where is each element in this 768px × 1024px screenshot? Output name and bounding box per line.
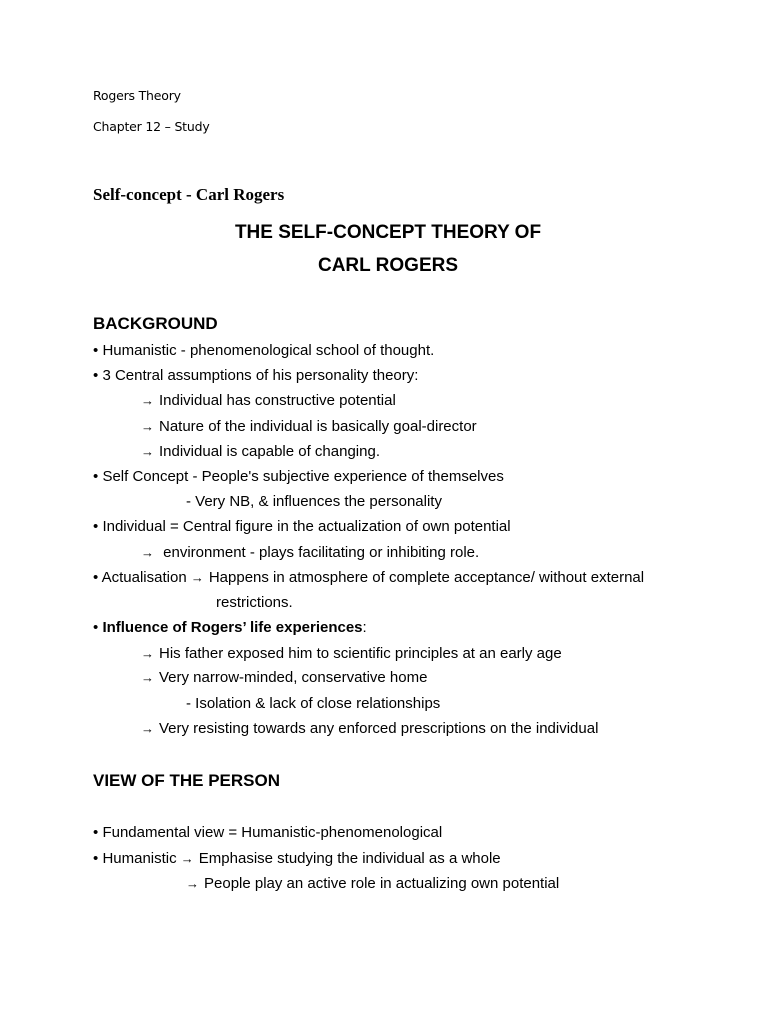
section-heading-view-of-person: VIEW OF THE PERSON — [93, 771, 281, 790]
arrow-icon: → — [141, 393, 154, 408]
bullet-icon: • — [93, 342, 99, 359]
list-item: → Individual has constructive potential — [141, 392, 396, 409]
arrow-icon: → — [141, 646, 154, 661]
bullet-icon: • — [93, 824, 99, 841]
list-item: → environment - plays facilitating or inhibiting role. — [141, 544, 480, 561]
list-item: restrictions. — [216, 594, 293, 611]
doc-title: Rogers Theory — [93, 88, 181, 103]
arrow-icon: → — [141, 444, 154, 459]
list-item: • Individual = Central figure in the actualization of own potential — [93, 518, 511, 535]
list-item: • 3 Central assumptions of his personality theory: — [93, 367, 419, 384]
arrow-icon: → — [180, 851, 194, 866]
arrow-icon: → — [186, 876, 199, 891]
list-item: → His father exposed him to scientific principles at an early age — [141, 645, 562, 662]
list-item: • Influence of Rogers’ life experiences: — [93, 619, 367, 636]
list-item: • Humanistic → Emphasise studying the individual as a whole — [93, 850, 501, 867]
list-item: → Nature of the individual is basically goal-director — [141, 418, 477, 435]
list-item: • Self Concept - People's subjective experience of themselves — [93, 468, 504, 485]
bullet-icon: • — [93, 569, 99, 586]
bullet-icon: • — [93, 468, 99, 485]
list-item: → Very resisting towards any enforced prescriptions on the individual — [141, 720, 599, 737]
bullet-icon: • — [93, 367, 99, 384]
list-item: - Very NB, & influences the personality — [186, 493, 442, 510]
list-item: → People play an active role in actualizing own potential — [186, 875, 560, 892]
arrow-icon: → — [141, 721, 154, 736]
arrow-icon: → — [141, 670, 154, 685]
bullet-icon: • — [93, 518, 99, 535]
bullet-icon: • — [93, 850, 99, 867]
arrow-icon: → — [190, 570, 204, 585]
arrow-icon: → — [141, 419, 154, 434]
list-item: • Actualisation → Happens in atmosphere of complete acceptance/ without external — [93, 569, 645, 586]
list-item: - Isolation & lack of close relationships — [186, 695, 441, 712]
chapter-label: Chapter 12 – Study — [93, 119, 210, 134]
list-item: • Humanistic - phenomenological school of thought. — [93, 342, 435, 359]
subheading: Self-concept - Carl Rogers — [93, 185, 285, 204]
list-item: → Individual is capable of changing. — [141, 443, 380, 460]
page-title-line-2: CARL ROGERS — [317, 255, 459, 276]
section-heading-background: BACKGROUND — [93, 314, 218, 333]
arrow-icon: → — [141, 545, 154, 560]
list-item: • Fundamental view = Humanistic-phenomenological — [93, 824, 443, 841]
bullet-icon: • — [93, 619, 99, 636]
list-item: → Very narrow-minded, conservative home — [141, 669, 428, 686]
page-title-line-1: THE SELF-CONCEPT THEORY OF — [234, 222, 542, 243]
